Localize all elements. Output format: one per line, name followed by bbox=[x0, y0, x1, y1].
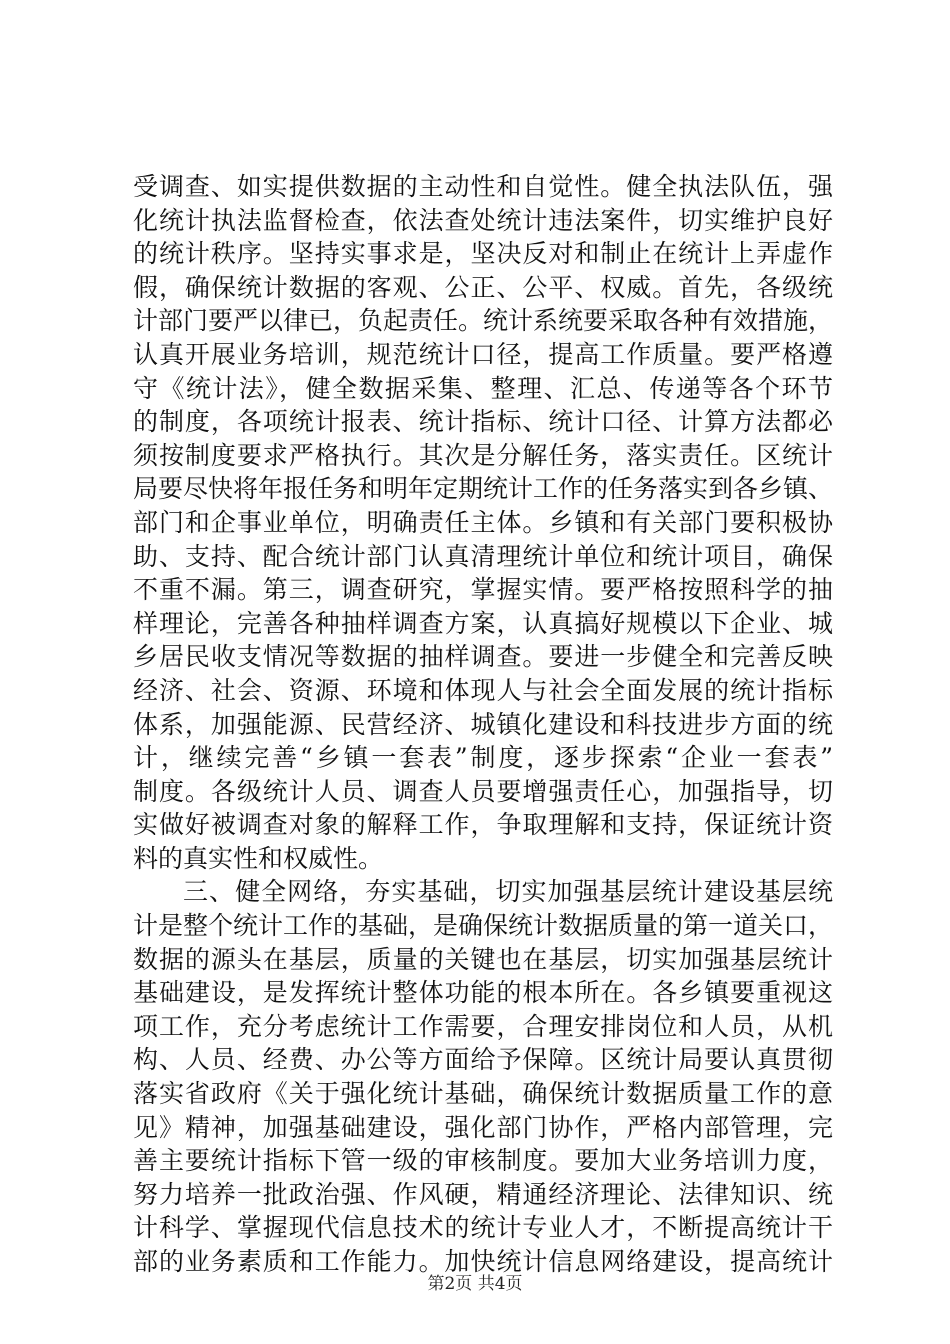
text-line: 制度。各级统计人员、调查人员要增强责任心，加强指导，切 bbox=[133, 776, 833, 806]
text-line: 受调查、如实提供数据的主动性和自觉性。健全执法队伍，强 bbox=[133, 172, 833, 201]
section-heading-line: 三、健全网络，夯实基础，切实加强基层统计建设基层统 bbox=[183, 877, 833, 907]
text-line: 的制度，各项统计报表、统计指标、统计口径、计算方法都必 bbox=[133, 407, 833, 437]
text-line: 认真开展业务培训，规范统计口径，提高工作质量。要严格遵 bbox=[133, 339, 833, 369]
text-line: 努力培养一批政治强、作风硬，精通经济理论、法律知识、统 bbox=[133, 1179, 833, 1209]
text-line: 须按制度要求严格执行。其次是分解任务，落实责任。区统计 bbox=[133, 440, 833, 470]
text-line: 局要尽快将年报任务和明年定期统计工作的任务落实到各乡镇、 bbox=[133, 474, 834, 504]
text-line: 落实省政府《关于强化统计基础，确保统计数据质量工作的意 bbox=[133, 1079, 833, 1109]
text-line: 助、支持、配合统计部门认真清理统计单位和统计项目，确保 bbox=[133, 541, 833, 571]
text-line: 计，继续完善“乡镇一套表”制度，逐步探索“企业一套表” bbox=[133, 743, 833, 773]
text-line: 计是整个统计工作的基础，是确保统计数据质量的第一道关口， bbox=[133, 911, 834, 941]
text-line: 实做好被调查对象的解释工作，争取理解和支持，保证统计资 bbox=[133, 810, 833, 840]
text-line: 见》精神，加强基础建设，强化部门协作，严格内部管理，完 bbox=[133, 1112, 833, 1142]
text-line: 计科学、掌握现代信息技术的统计专业人才，不断提高统计干 bbox=[133, 1213, 833, 1243]
text-line: 守《统计法》，健全数据采集、整理、汇总、传递等各个环节 bbox=[133, 373, 833, 403]
text-line: 构、人员、经费、办公等方面给予保障。区统计局要认真贯彻 bbox=[133, 1045, 833, 1075]
text-line: 乡居民收支情况等数据的抽样调查。要进一步健全和完善反映 bbox=[133, 642, 833, 672]
text-line: 的统计秩序。坚持实事求是，坚决反对和制止在统计上弄虚作 bbox=[133, 239, 833, 269]
text-line: 假，确保统计数据的客观、公正、公平、权威。首先，各级统 bbox=[133, 272, 833, 302]
text-line: 部门和企事业单位，明确责任主体。乡镇和有关部门要积极协 bbox=[133, 507, 833, 537]
text-line: 经济、社会、资源、环境和体现人与社会全面发展的统计指标 bbox=[133, 675, 833, 705]
text-line: 基础建设，是发挥统计整体功能的根本所在。各乡镇要重视这 bbox=[133, 978, 833, 1008]
text-line: 化统计执法监督检查，依法查处统计违法案件，切实维护良好 bbox=[133, 205, 833, 235]
page-number-footer: 第2页 共4页 bbox=[427, 1274, 523, 1294]
text-line: 体系，加强能源、民营经济、城镇化建设和科技进步方面的统 bbox=[133, 709, 833, 739]
document-body bbox=[133, 170, 833, 1279]
text-line: 样理论，完善各种抽样调查方案，认真搞好规模以下企业、城 bbox=[133, 608, 833, 638]
text-line: 料的真实性和权威性。 bbox=[133, 843, 384, 873]
text-line: 善主要统计指标下管一级的审核制度。要加大业务培训力度， bbox=[133, 1146, 833, 1176]
text-line: 不重不漏。第三，调查研究，掌握实情。要严格按照科学的抽 bbox=[133, 575, 833, 605]
text-line: 数据的源头在基层，质量的关键也在基层，切实加强基层统计 bbox=[133, 944, 833, 974]
text-line: 部的业务素质和工作能力。加快统计信息网络建设，提高统计 bbox=[133, 1247, 833, 1276]
text-line: 计部门要严以律已，负起责任。统计系统要采取各种有效措施， bbox=[133, 306, 834, 336]
text-line: 项工作，充分考虑统计工作需要，合理安排岗位和人员，从机 bbox=[133, 1011, 833, 1041]
